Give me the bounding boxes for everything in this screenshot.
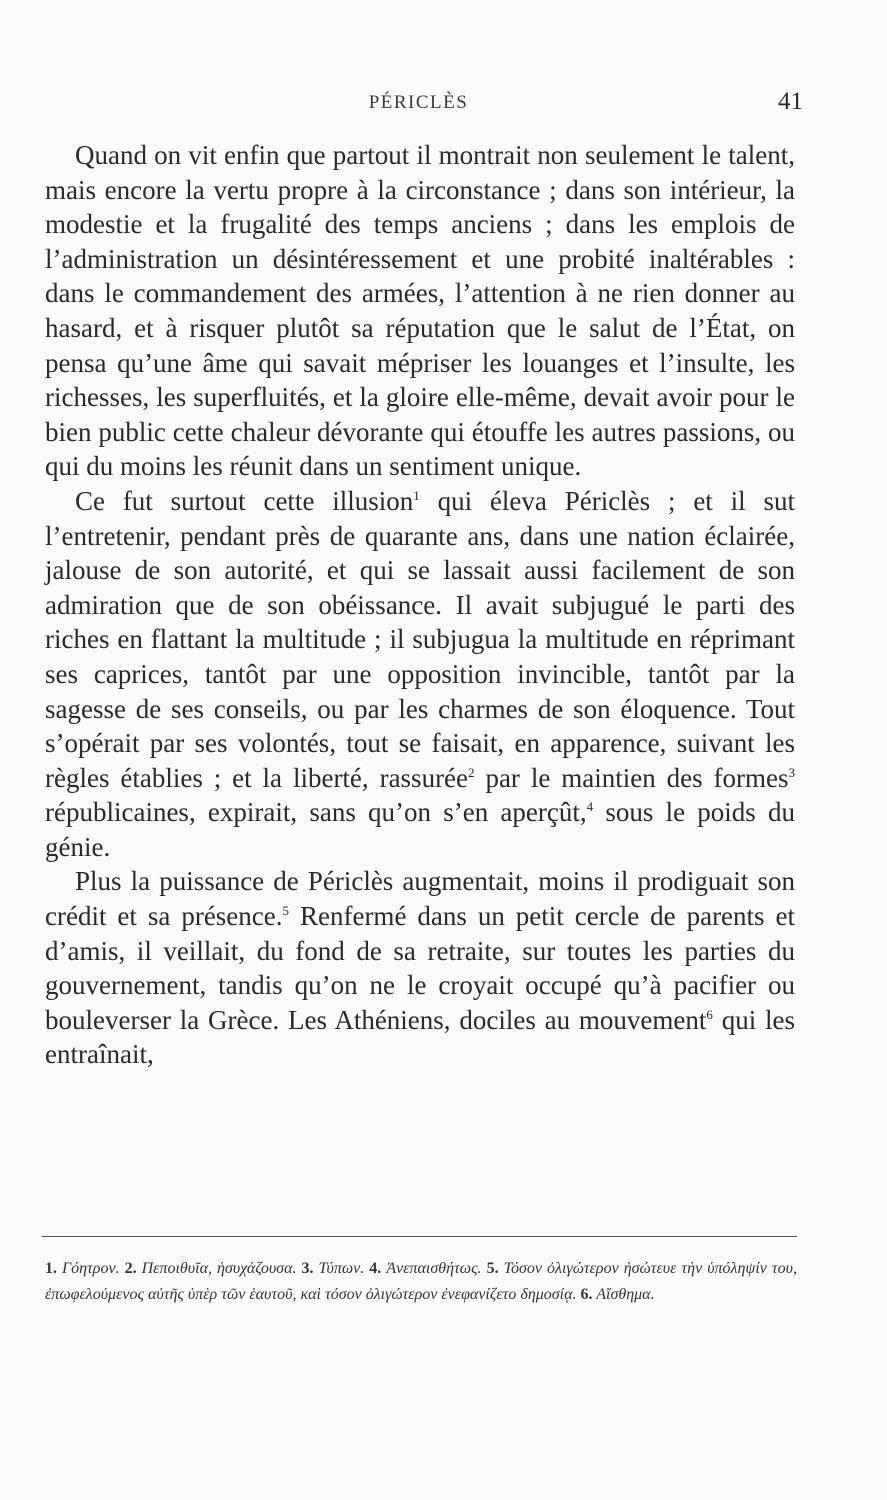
footnote-text-3: Τύπων. — [313, 1260, 370, 1277]
footnote-text-6: Αἴσθημα. — [592, 1286, 655, 1303]
paragraph-3-text-b: Renfermé dans un petit cercle de parents et d’amis, il veillait, du fond de sa retraite, sur toutes les parties du gouvernement, tandis qu’on ne le croyait occupé qu’à pacifier ou bouleverser la Grèce. Les Athéniens, dociles au mouvement — [45, 901, 795, 1035]
page-number: 41 — [778, 88, 803, 115]
paragraph-2-text-e: sous le poids du génie. — [45, 797, 795, 862]
footnote-divider — [42, 1236, 797, 1237]
footnote-ref-1: 1 — [413, 487, 420, 503]
footnote-text-2: Πεποιθυῖα, ἡσυχάζουσα. — [136, 1260, 302, 1277]
footnote-ref-3: 3 — [788, 764, 795, 780]
paragraph-1-text: Quand on vit enfin que partout il montrait non seulement le talent, mais encore la vertu propre à la circonstance ; dans son intérieur, la modestie et la frugalité des temps anciens ; dans les emplois de l’administration un désintéressement et une probité inaltérables : dans le commandement des armées, l’attention à ne rien donner au hasard, et à risquer plutôt sa réputation que le salut de l’État, on pensa qu’une âme qui savait mépriser les louanges et l’insulte, les richesses, les superfluités, et la gloire elle-même, devait avoir pour le bien public cette chaleur dévorante qui étouffe les autres passions, ou qui du moins les réunit dans un sentiment unique. — [45, 140, 795, 482]
paragraph-3-text-a: Plus la puissance de Périclès augmentait, moins il prodiguait son crédit et sa présence. — [45, 866, 795, 932]
footnote-ref-2: 2 — [468, 764, 475, 780]
footnote-text-4: Ἀνεπαισθήτως. — [381, 1260, 487, 1277]
paragraph-2-text-c: par le maintien des formes — [474, 762, 789, 793]
paragraph-2-text-a: Ce fut surtout cette illusion — [75, 485, 414, 516]
footnote-number-3: 3. — [301, 1260, 314, 1277]
footnote-text-5: Τόσον ὀλιγώτερον ἠσώτευε τὴν ὑπόληψίν του, ἐπωφελούμενος αὐτῆς ὑπὲρ τῶν ἑαυτοῦ, καὶ τόσον ὀλιγώτερον ἐνεφανίζετο δημοσίᾳ. — [45, 1260, 797, 1303]
paragraph-2-text-d: républicaines, expirait, sans qu’on s’en aperçût, — [45, 797, 587, 828]
footnote-text-1: Γόητρον. — [57, 1260, 125, 1277]
running-title: PÉRICLÈS — [368, 92, 469, 113]
page-header — [40, 88, 803, 122]
footnote-number-5: 5. — [486, 1260, 499, 1277]
footnote-number-2: 2. — [124, 1260, 137, 1277]
main-text — [45, 138, 795, 1072]
paragraph-2 — [45, 484, 795, 865]
footnote-ref-4: 4 — [586, 799, 594, 815]
footnote-ref-6: 6 — [706, 1006, 713, 1022]
footnote-number-6: 6. — [580, 1286, 593, 1303]
footnote-number-1: 1. — [45, 1260, 57, 1277]
paragraph-3-text-c: qui les entraînait, — [45, 1004, 795, 1070]
footnote-ref-5: 5 — [282, 903, 290, 919]
paragraph-3 — [45, 864, 795, 1072]
paragraph-1 — [45, 138, 795, 484]
footnote-number-4: 4. — [369, 1260, 382, 1277]
paragraph-2-text-b: qui éleva Périclès ; et il sut l’entretenir, pendant près de quarante ans, dans une nation éclairée, jalouse de son autorité, et qui se lassait aussi facilement de son admiration que de son obéissance. Il avait subjugué le parti des riches en flattant la multitude ; il subjugua la multitude en réprimant ses caprices, tantôt par une opposition invincible, tantôt par la sagesse de ses conseils, ou par les charmes de son éloquence. Tout s’opérait par ses volontés, tout se faisait, en apparence, suivant les règles établies ; et la liberté, rassurée — [45, 485, 795, 793]
footnotes — [45, 1256, 797, 1308]
